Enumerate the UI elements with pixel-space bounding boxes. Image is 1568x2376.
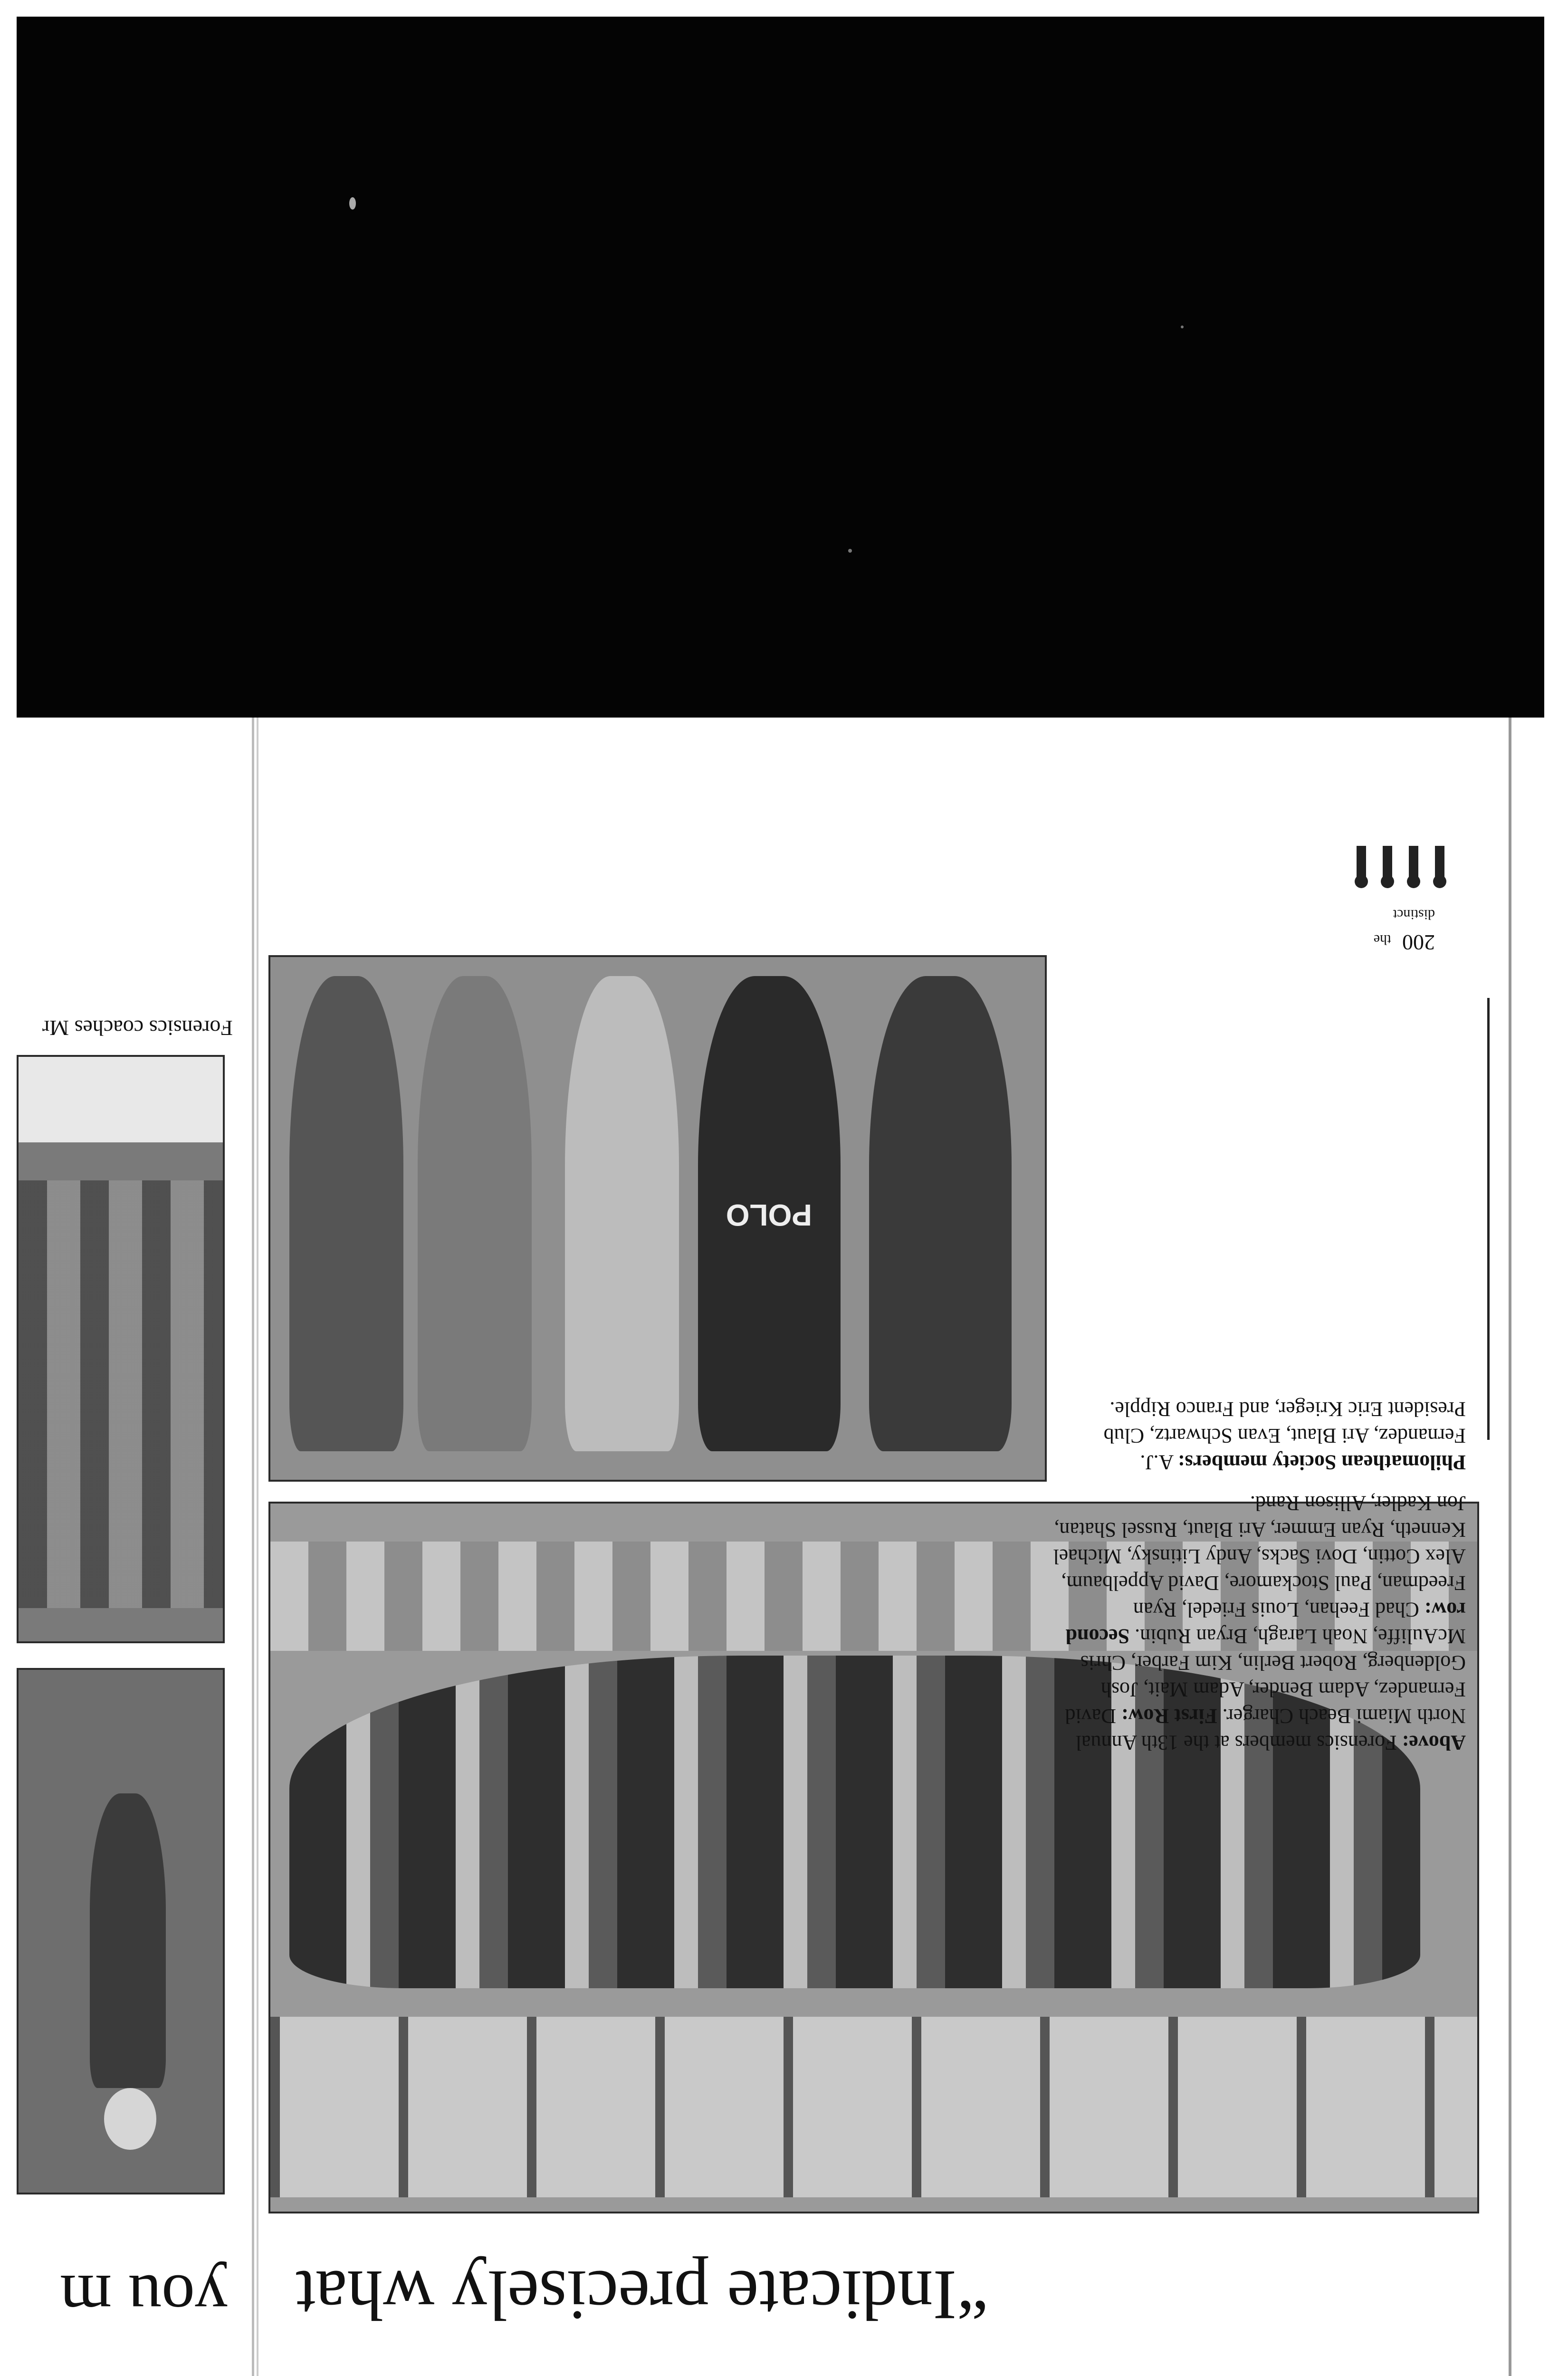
caption-above-text: Forensics members at the 13th Annual North Miami Beach Charger.	[1075, 1705, 1466, 1754]
first-row-label: First Row:	[1121, 1705, 1217, 1728]
page-folio	[1335, 907, 1435, 955]
second-row-label: Second row:	[1065, 1598, 1466, 1648]
society-names: A.J. Fernandez, Ari Blaut, Evan Schwartz, Club President Eric Krieger, and Franco Ripple.	[1103, 1398, 1466, 1474]
caption-society	[1048, 1396, 1466, 1475]
adjacent-page-strip	[17, 718, 258, 2376]
member-figure	[869, 976, 1012, 1451]
member-figure	[418, 976, 532, 1451]
caption-rule	[1487, 998, 1490, 1440]
black-scan-band	[17, 17, 1544, 718]
left-page-quote	[29, 2262, 228, 2333]
page-edge-rule	[1509, 718, 1511, 2376]
polo-shirt-text: POLO	[726, 1198, 812, 1232]
gutter-rule	[252, 718, 254, 2376]
member-figure	[565, 976, 679, 1451]
left-page-caption	[43, 1012, 233, 1041]
left-quote-text: you m	[60, 2261, 228, 2335]
bus-windows	[270, 2017, 1477, 2197]
section-label: the distinct	[1373, 907, 1435, 948]
dust-speck	[349, 197, 356, 210]
member-figure	[698, 976, 841, 1451]
first-row-names: David Fernandez, Adam Bender, Adam Mait, Josh Goldenberg, Robert Berlin, Kim Farber, Chris McAuliffe, Noah Laragh, Bryan Rubin.	[1065, 1625, 1466, 1728]
society-heading: Philomathean Society members:	[1177, 1451, 1466, 1474]
dust-speck	[848, 549, 852, 553]
dust-speck	[1181, 326, 1184, 328]
left-caption-text: Forensics coaches Mr	[42, 1016, 233, 1040]
caption-above	[1048, 1490, 1466, 1756]
photo-captions	[1048, 1290, 1466, 1756]
philomathean-society-photo	[268, 955, 1047, 1482]
pull-quote	[296, 2256, 988, 2335]
coaches-photo-bottom	[17, 1668, 225, 2194]
second-row-names: Chad Feehan, Louis Friedel, Ryan Freedman, Paul Stockamore, David Appelbaum, Alex Cottin, Dovi Sacks, Andy Litinsky, Michael Kenneth, Ryan Emmer, Ari Blaut, Russel Shatan, Jon Kadler, Allison Rand.	[1053, 1492, 1466, 1621]
coaches-photo-top	[17, 1055, 225, 1643]
caption-above-heading: Above:	[1402, 1731, 1466, 1754]
page-number: 200	[1402, 930, 1435, 955]
pull-quote-text: “Indicate precisely what	[296, 2256, 988, 2335]
member-figure	[289, 976, 403, 1451]
